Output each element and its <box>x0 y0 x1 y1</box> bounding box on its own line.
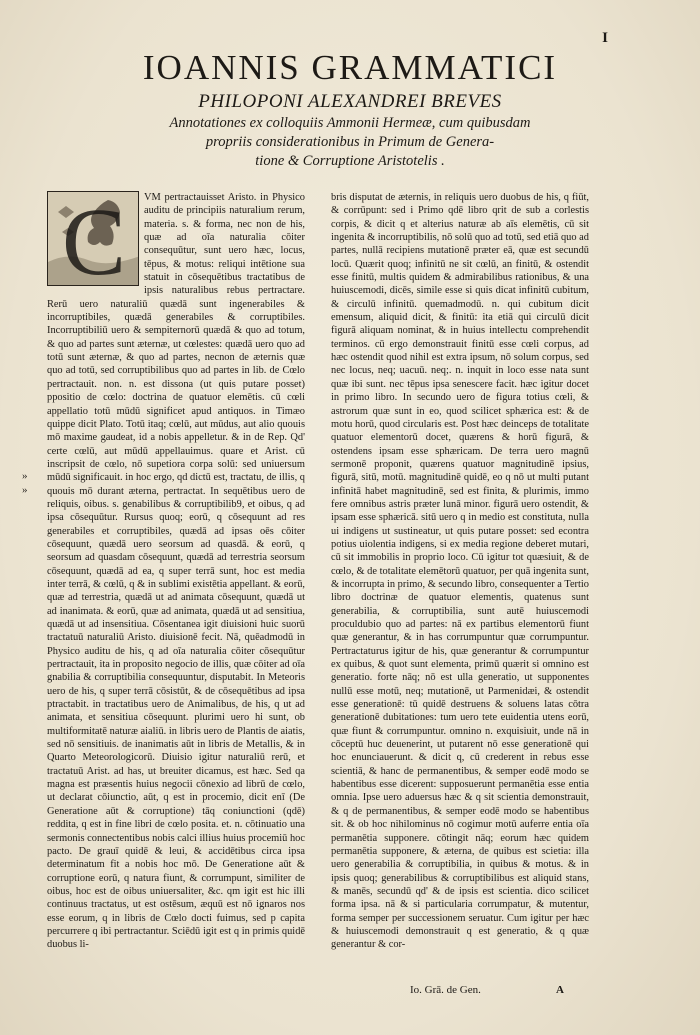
margin-mark-2: » <box>22 484 28 496</box>
decorated-initial-image <box>48 192 139 286</box>
title-author: IOANNIS GRAMMATICI <box>142 48 558 87</box>
subtitle-line-1: Annotationes ex colloquiis Ammonii Hermeæ, cum quibusdam <box>169 115 531 131</box>
text-column-left <box>47 191 305 986</box>
subtitle-line-3: tione & Corruptione Aristotelis . <box>255 153 445 169</box>
subtitle-line-2: propriis considerationibus in Primum de Genera- <box>205 134 495 150</box>
folio-number: I <box>602 30 608 46</box>
margin-mark-1: » <box>22 470 28 482</box>
left-column-text: VM pertractauisset Aristo. in Physico auditu de principiis naturalium rerum, materia. s. & forma, nec non de his, quæ ad oīa naturalia cōiter consequūtur, sunt uero hæc, locus, tēpus, & motus: reliqui intētione sua statuit in cōsequētibus tractatibus de ipsis naturalibus rebus pertractare. Rerū uero naturaliū quædā sunt ingenerabiles & incorruptibiles, quædā generabiles & corruptibiles. Incorruptibiliū uero & sempiternorū quædā & quo ad totum, & quo ad partes sunt æternæ, ut cœlestes: quædā uero quo ad totū sunt æternæ, & quo ad partes, necnon de æternis quæ quo ad totū, sed corruptibilibus quo ad partes in lib. de Cœlo pertractauit. non. n. est dissona (ut quis putare posset) ppositio de cœlo: doctrina de quatuor elemētis. cū cœli appellatio totū mūdū significet apud antiquos. in Timæo quippe dicit Plato. Totū itaq; cœlū, aut mūdus, aut alio quouis mō maxime gaudeat, id a nobis appelletur. & in de Rep. Qd' certe cœlū, aut mūdū appellauimus. quare et Arist. cū inscripsit de cœlo, nō supetiora corpa solū: sed uniuersum mūdū significauit. in hoc ergo, qd dictū est, tractatu, de illis, q quouis mō durant æterna, pertractat. In sequētibus uero de reliquis, oibus. s. genabilibus & corruptibilib9, et oibus, q ad ipsa cōsequūtur. Rursus quoq; eorū, q cōsequunt ad res generabiles et corruptibiles, quædā ad ipsas oēs cōiter cōsequunt, quædā uero seorsum ad quasdā. & eorū, q seorsum ad quasdam cōsequunt, quædā ad terrestria seorsum cōsequunt, quædā ad ea, q super terrā sunt, hoc est media inter terrā, & cœlū, q & in sublimi existētia appellant. & eorū, quæ ad terrestria, quædā ut ad animata cōsequunt, quædā ut ad inanimata. & eorū, quæ ad animata, quædā ut ad sensitiua, quædā ut ad insensitiua. Cōsentanea igit diuisioni huic suorū tractatuū naturaliū Aristo. diuisionē fecit. Nā, quēadmodū in Physico auditu de his, q ad oīa naturalia cōiter cōsequūtur pertractauit, ita in proposito negocio de illis, quæ cōiter ad oīa gnabilia & corruptibilia consequuntur, disputabit. In Meteoris uero de his, q super terrā cōsistūt, & de cōsequētibus ad ipsa ptractabit. in tractatibus uero de Animalibus, de his, q ut ad animata, et sensitiua cōsequunt. plurimi uero hi sunt, ob multiformitatē naturæ aialiū. in libris uero de Plantis de aiatis, sed nō sensitiuis. de inanimatis aūt in libris de Metallis, & in Quarto Meteorologicorū. Diuisio igitur naturaliū rerū, et tractatuū Arist. ad has, ut breuiter dicamus, est hæc. Sed qa magna est præsentis huius negocii cōnexio ad librū de cœlo, ut declarat cōiunctio, aūt, q est in procemio, dicit enī (De Generatione aūt & corruptione) tāq coniunctioni (qdē) reddita, q est in fine libri de cœlo posita. et. n. cōtinuatio una sermonis connectentibus nobis calci illius huius procemiū hoc pacto. De grauī quidē & leui, & accidētibus circa ipsa determinatum fit a nobis hoc mō. De Generatione aūt & corruptione eorū, q natura fiunt, & corrumpunt, similiter de oibus, hoc est de oibus uniuersaliter, &c. qm igit est hic illi continuus tractatus, ut est ostēsum, æquū est nō ignaros nos esse eorum, q in libris de Cœlo docti fuimus, sed p capita percurrere q ibi pertractantur. Sciēdū igit est q in primis quidē duobus li- <box>47 192 305 951</box>
decorated-initial <box>47 191 139 286</box>
initial-letter: C <box>61 192 127 287</box>
right-column-text: bris disputat de æternis, in reliquis uero duobus de his, q fiūt, & corrūpunt: sed i Primo qdē libro qrit de sub a corlestis corpis, & dicit q et alterius naturæ ab aīs elemētis, cū sit ingenita & incorruptibilis, nō solū quo ad totū, sed etiā quo ad partes, nullā recipiens mutationē præter eā, quæ est secundū locū. Quærit quoq; infinitū ne sit cœlū, an finitū, & ostendit esse finitū, multis quidem & admirabilibus rationibus, & una huiuscemodi, dicēs, simile esse si quis dicat infinitū cubitum, & circulū infinitū. quemadmodū. n. qui cubitum dicit emensum, aliquid dicit, & finitū: ita etiā qui circulū dicit figurā aliquam nominat, & in huius intellectu comprehendit terminos. cū ergo demonstrauit finitū esse cœli corpus, ad hæc ostendit quod nihil est extra ipsum, nō solum corpus, sed nec locus, neq; uacuū. neq;. n. inquit in loco esse nata sunt quæ ibi sunt. nec tēpus ipsa senescere facit. hæc igitur docet in primo libro. In secundo uero de figura totius cœli, & astrorum quæ sunt in eo, quod scilicet sphærica est: & de motu horū, quod circularis est. Post hæc deinceps de totalitate quatuor elementorū docet, quærens & horū figurā, & ostendens ipsam esse sphæricam. De terra uero magnū sermonē proponit, quærens quatuor magnitudinē ipsius, figurā, sitū, motū. magnitudinē quidē, eo q nō ut multi putant infinitā habet magnitudinē, sed est finita, & plurimis, immo fere omnibus astris præter lunā minor. figurā uero ostendit, & ipsam esse sphæricā. sitū uero q in medio est constituta, nulla ui indigens ut sustineatur, ut quis putare posset: sed econtra potius uiolentia indigens, si ex media regione deberet mutari, cū sit immobilis in proprio loco. Cū igitur tot quæsiuit, & de cœlo, & de totalitate elemētorū quatuor, per quā ingenita sunt, & incorrupta in primo, & secundo libro, consequenter a Tertio libro doctrinæ de quatuor elementis, quatenus sunt generabilia, & corruptibilia, sunt autē huiuscemodi proculdubio quo ad partes: nā ex partibus elementorū fiunt quæ generantur, & in has corrumpuntur quæ corrumpuntur. Pertractaturus igitur de his, quæ generantur & corrumpuntur ex quibus, & quot sunt elementa, primū quærit si omnino est generatio. forte nāq; nō est ulla generatio, ut supponentes nullū esse motū, neq; mutationē, ut Parmenidæi, & ostendit esse generationē: tū quidē destruens & soluens latas cōtra generationē dubitationes: tum uero tete euidentia utens eorū, quæ fiunt & corrumpuntur. omnino n. exquisiuit, unde nā in cōceptū huc deuenerint, ut putarent nō esse generationē qui hoc enunciauerunt. & dicit q, cū crederent in rebus esse scientiā, & hanc de permanentibus, & semper eodē modo se habentibus esse dicerent: supposuerunt permanētia esse entia omnia. Ipse uero aduersus hæc & q sit scientia demonstrauit, & q de permanentibus, & semper eodē modo se habentibus sit. & ob hoc nihilominus nō cogimur motū auferre entia oīa permanētia supponere. cōtingit nāq; eorum hæc quidem permanētia supponere, & æterna, de quibus est scietia: illa uero generabilia & corruptibilia, in quibus & motus. & in ipsis quoq; generabilibus & corruptibilibus est aliquid stans, & manēs, secundū qd' & de ipsis est scientia. dico scilicet forma ipsa. nā & si particularia corrumpatur, & mutentur, forma semper per successionem seruatur. Cum igitur per hæc & huiuscemodi demonstrauit q est generatio, & q quæ generantur & cor- <box>331 192 589 951</box>
catchword: Io. Grā. de Gen. <box>410 984 481 996</box>
signature-mark: A <box>556 984 564 996</box>
title-author-second-line: PHILOPONI ALEXANDREI BREVES <box>198 91 502 112</box>
text-column-right <box>331 191 589 951</box>
